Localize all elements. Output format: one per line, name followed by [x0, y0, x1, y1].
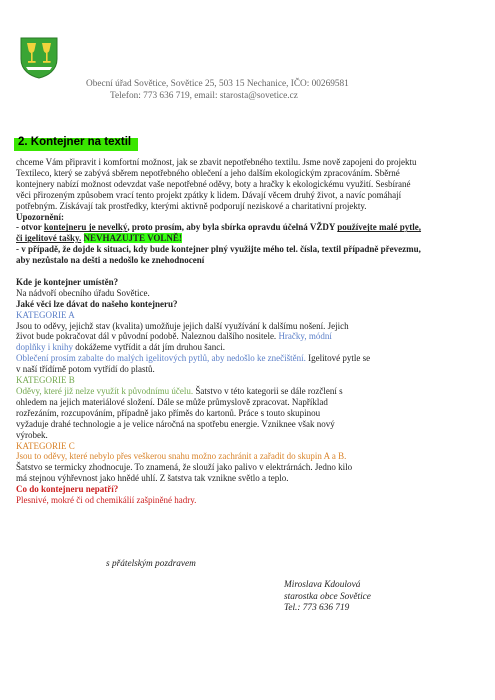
warning-underlined: kontejneru je nevelký — [43, 222, 128, 233]
category-c-line: Šatstvo se termicky zhodnocuje. To znamená, že slouží jako palivo v elektrárnách. Jedno kilo — [16, 462, 353, 473]
category-a-line — [16, 342, 486, 353]
category-b-line: výrobek. — [16, 429, 48, 440]
category-a-accent: doplňky i knihy — [16, 342, 74, 353]
warning-line — [16, 233, 486, 244]
municipal-coat-of-arms-icon — [20, 37, 58, 79]
spacer — [16, 266, 486, 277]
category-c-line: Jsou to oděvy, které nebylo přes veškerou snahu možno zachránit a zařadit do skupin A a B. — [16, 451, 347, 462]
signatory-name: Miroslava Kdoulová — [284, 580, 361, 590]
category-b-line: vyžaduje drahé technologie a je velice náročná na spotřebu energie. Vzniknee však nový — [16, 418, 335, 429]
signature-block — [284, 580, 371, 615]
intro-line: chceme Vám připravit i komfortní možnost, jak se zbavit nepotřebného textilu. Jsme nově zapojeni do projektu — [16, 157, 417, 167]
warning-line: aby nezůstalo na dešti a nedošlo ke znehodnocení — [16, 255, 205, 266]
location-question: Kde je kontejner umístěn? — [16, 276, 119, 287]
category-b-line: ohledem na jejich materiálové složení. Dále se může průmyslově zpracovat. Například — [16, 396, 328, 407]
intro-line: věci přirozeným způsobem vrací tento projekt zpátky k lidem. Dávají věcem druhý život, a navíc pomáhají — [16, 189, 402, 200]
not-allowed-question: Co do kontejneru nepatří? — [16, 484, 119, 495]
location-answer: Na nádvoří obecního úřadu Sovětice. — [16, 287, 150, 298]
category-a-line: Jsou to oděvy, jejichž stav (kvalita) umožňuje jejich další využívání k dalšímu nošení. Jejich — [16, 320, 349, 331]
category-b-line: rozřezáním, rozcupováním, případně jako příměs do kartonů. Práce s touto skupinou — [16, 407, 321, 418]
office-address: Obecní úřad Sovětice, Sovětice 25, 503 15 Nechanice, IČO: 00269581 — [86, 79, 349, 89]
category-b-line — [16, 386, 486, 397]
category-c-line: má stejnou výhřevnost jako hnědé uhlí. Z šatstva tak vznikne světlo a teplo. — [16, 473, 289, 484]
section-title: 2. Kontejner na textil — [18, 136, 132, 148]
closing-greeting: s přátelským pozdravem — [106, 559, 196, 569]
warning-underlined: používejte malé pytle, — [337, 222, 422, 233]
document-body — [16, 157, 486, 506]
category-b-label: KATEGORIE B — [16, 375, 75, 386]
office-contact: Telefon: 773 636 719, email: starosta@sovetice.cz — [110, 91, 298, 101]
category-c-label: KATEGORIE C — [16, 440, 75, 451]
warning-line: - v případě, že dojde k situaci, kdy bude kontejner plný využijte mého tel. čísla, textil případně převezmu, — [16, 244, 421, 255]
intro-line: Textileco, který se zabývá sběrem nepotřebného oblečení a jeho dalším ekologickým zpracováním. Sběrné — [16, 167, 400, 178]
warning-text: , proto prosím, aby byla sbírka opravdu účelná VŽDY — [127, 222, 338, 233]
category-a-label: KATEGORIE A — [16, 309, 75, 320]
category-a-accent: Oblečení prosím zabalte do malých igelitových pytlů, aby nedošlo ke znečištění. — [16, 353, 306, 364]
category-a-line — [16, 331, 486, 342]
items-question: Jaké věci lze dávat do našeho kontejneru? — [16, 298, 178, 309]
category-b-text: Šatstvo v této kategorii se dále rozčlení s — [193, 386, 343, 397]
warning-highlight: NEVHAZUJTE VOLNĚ! — [83, 233, 182, 244]
category-a-line: v naší třídírně potom vytřídí do plastů. — [16, 364, 155, 375]
warning-underlined: či igelitové tašky. — [16, 233, 82, 244]
signatory-phone: Tel.: 773 636 719 — [284, 603, 350, 613]
intro-line: potřebným. Získávají tak prostředky, kterými aktivně podporují neziskové a charitativní projekty. — [16, 200, 367, 211]
category-a-line — [16, 353, 486, 364]
intro-line: kontejnery nabízí možnost odevzdat vaše nepotřebné oděvy, boty a hračky k ekologickému využití. Sesbírané — [16, 178, 411, 189]
category-a-accent: Hračky, módní — [278, 331, 332, 342]
category-a-text: Igelitové pytle se — [305, 353, 371, 364]
category-a-text: život bude pokračovat dál v původní podobě. Naleznou dalšího nositele. — [16, 331, 279, 342]
category-a-text: dokážeme vytřídit a dát jím druhou šanci. — [73, 342, 225, 353]
warning-line — [16, 222, 486, 233]
category-b-accent: Oděvy, které již nelze využít k původnímu účelu. — [16, 386, 194, 397]
warning-text: - otvor — [16, 222, 44, 233]
signatory-role: starostka obce Sovětice — [284, 591, 371, 602]
warning-heading: Upozornění: — [16, 211, 64, 222]
not-allowed-answer: Plesnivé, mokré či od chemikálií zašpiněné hadry. — [16, 495, 197, 506]
